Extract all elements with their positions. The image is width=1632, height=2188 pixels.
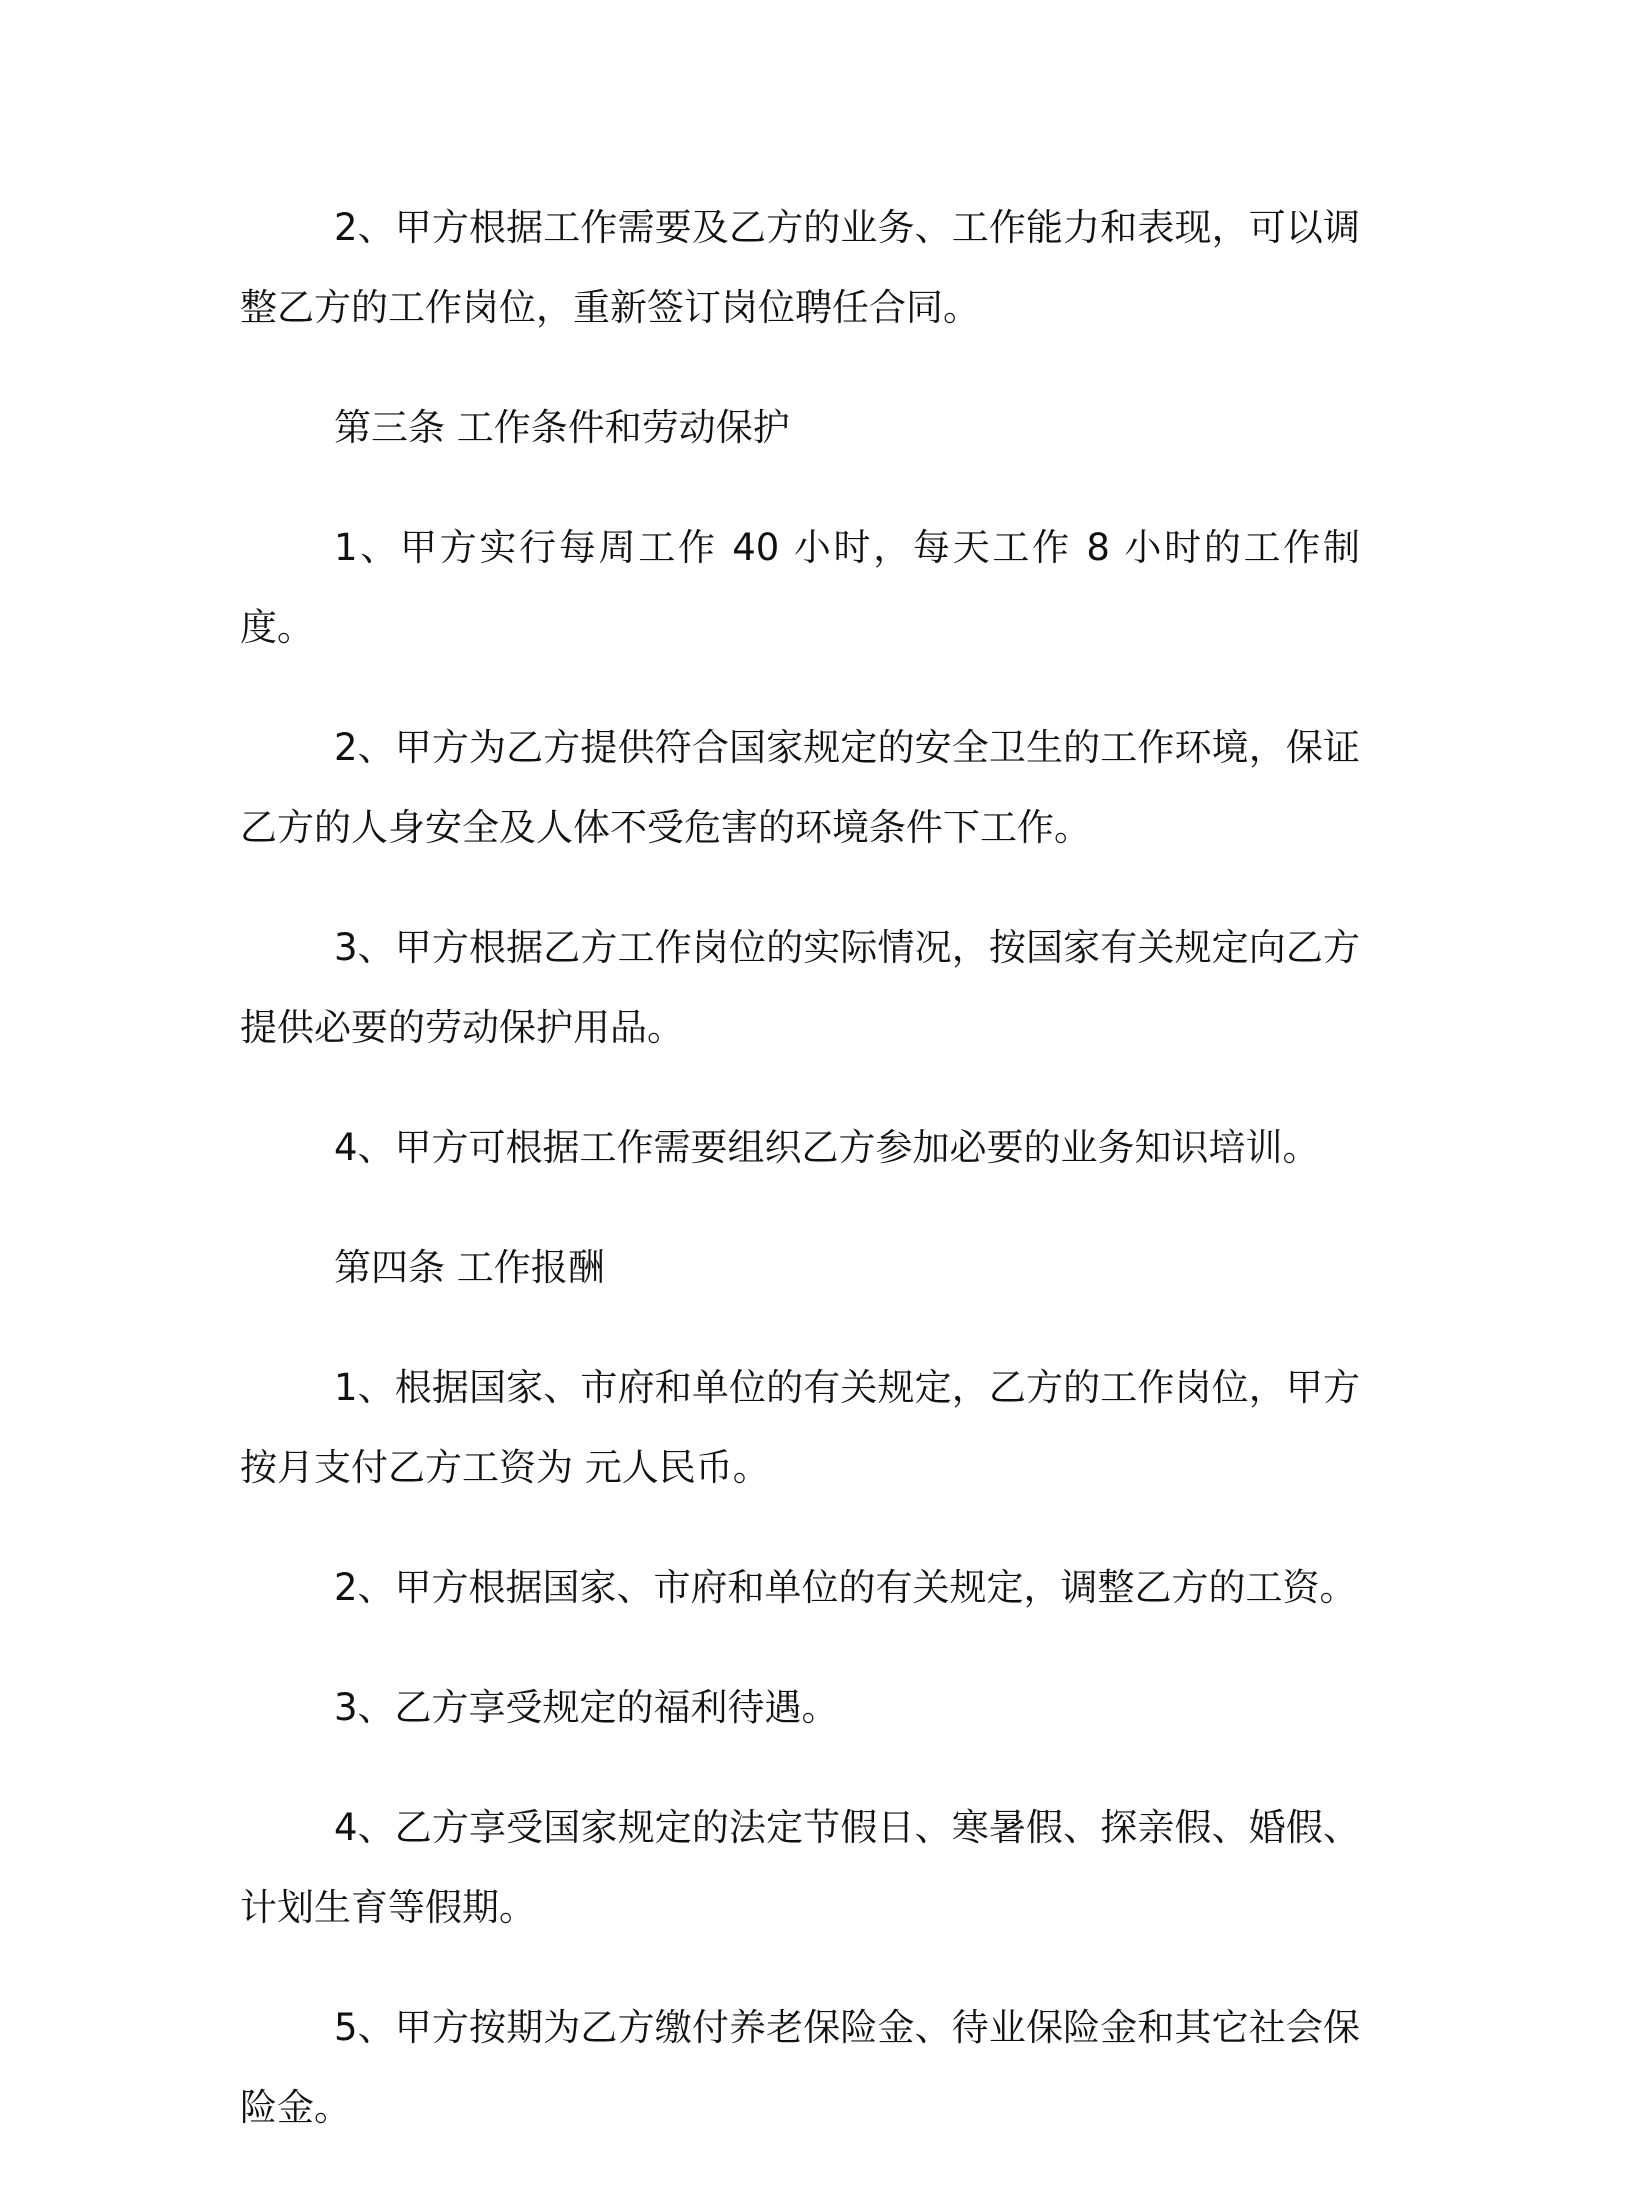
heading-article-4: 第四条 工作报酬 bbox=[334, 1246, 605, 1289]
paragraph-clause-3-1: 1、甲方实行每周工作 40 小时，每天工作 8 小时的工作制度。 bbox=[240, 526, 1360, 649]
paragraph-clause-4-3: 3、乙方享受规定的福利待遇。 bbox=[334, 1686, 839, 1729]
paragraph-clause-3-4: 4、甲方可根据工作需要组织乙方参加必要的业务知识培训。 bbox=[334, 1126, 1320, 1169]
paragraph-clause-3-2: 2、甲方为乙方提供符合国家规定的安全卫生的工作环境，保证乙方的人身安全及人体不受危害的环境条件下工作。 bbox=[240, 726, 1360, 849]
paragraph-clause-4-2: 2、甲方根据国家、市府和单位的有关规定，调整乙方的工资。 bbox=[334, 1566, 1357, 1609]
paragraph-clause-2-2: 2、甲方根据工作需要及乙方的业务、工作能力和表现，可以调整乙方的工作岗位，重新签订岗位聘任合同。 bbox=[240, 206, 1360, 329]
paragraph-clause-4-5: 5、甲方按期为乙方缴付养老保险金、待业保险金和其它社会保险金。 bbox=[240, 2006, 1360, 2129]
paragraph-clause-3-3: 3、甲方根据乙方工作岗位的实际情况，按国家有关规定向乙方提供必要的劳动保护用品。 bbox=[240, 926, 1360, 1049]
paragraph-clause-4-4: 4、乙方享受国家规定的法定节假日、寒暑假、探亲假、婚假、计划生育等假期。 bbox=[240, 1806, 1360, 1929]
heading-article-3: 第三条 工作条件和劳动保护 bbox=[334, 406, 790, 449]
document-body bbox=[240, 188, 1360, 2188]
paragraph-clause-4-1: 1、根据国家、市府和单位的有关规定，乙方的工作岗位，甲方按月支付乙方工资为 元人民币。 bbox=[240, 1366, 1360, 1489]
